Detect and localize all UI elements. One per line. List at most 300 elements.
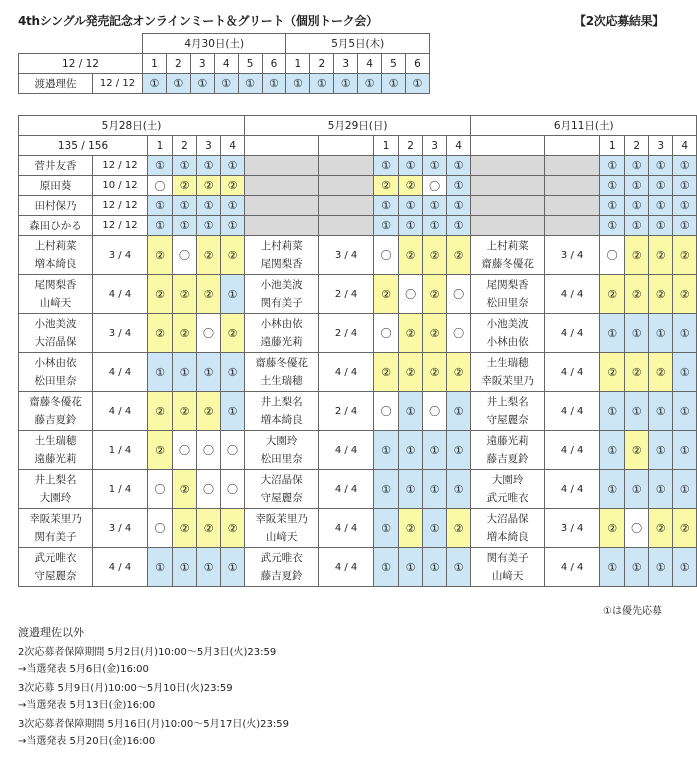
result-cell: ① [374, 509, 399, 548]
schedule-announce: →当選発表 5月6日(金)16:00 [18, 663, 149, 675]
blank-cell [545, 196, 600, 216]
result-cell: ① [625, 314, 649, 353]
pair-names [245, 275, 319, 314]
result-cell: ① [399, 548, 423, 587]
result-cell: ② [148, 236, 173, 275]
pair-ratio: 4 / 4 [319, 509, 374, 548]
result-cell: 〇 [423, 392, 447, 431]
blank-cell [471, 216, 545, 236]
result-cell: ② [447, 509, 471, 548]
member-name: 尾関梨香 [486, 279, 529, 291]
result-cell: ① [143, 74, 167, 94]
result-cell: ① [221, 548, 245, 587]
part-header: 2 [625, 136, 649, 156]
member-name: 松田里奈 [260, 453, 303, 465]
blank-cell [471, 136, 545, 156]
result-cell: ② [423, 275, 447, 314]
result-cell: ① [600, 176, 625, 196]
total-ratio: 135 / 156 [19, 136, 148, 156]
result-cell: ② [649, 509, 673, 548]
pair-names [19, 431, 93, 470]
pair-names [471, 236, 545, 275]
result-cell: ① [600, 470, 625, 509]
table-row [19, 216, 697, 236]
result-cell: ① [374, 216, 399, 236]
result-cell: ① [374, 548, 399, 587]
pair-names [471, 353, 545, 392]
blank-cell [545, 136, 600, 156]
pair-ratio: 4 / 4 [545, 470, 600, 509]
member-name: 藤吉夏鈴 [34, 414, 77, 426]
schedule-announce: →当選発表 5月13日(金)16:00 [18, 699, 156, 711]
member-name: 小池美波 [260, 279, 303, 291]
result-cell: ② [649, 353, 673, 392]
day-header: 4月30日(土) [143, 34, 286, 54]
result-cell: ② [173, 509, 197, 548]
result-cell: ① [447, 470, 471, 509]
pair-names [471, 509, 545, 548]
member-name: 土生瑞穂 [486, 357, 529, 369]
result-cell: 〇 [173, 431, 197, 470]
part-header: 5 [382, 54, 406, 74]
result-cell: ① [649, 470, 673, 509]
blank-cell [545, 176, 600, 196]
member-name: 大沼晶保 [34, 336, 77, 348]
result-cell: ② [374, 353, 399, 392]
result-cell: ① [374, 431, 399, 470]
part-header: 1 [600, 136, 625, 156]
pair-names [19, 548, 93, 587]
schedule-notes [18, 645, 658, 753]
result-cell: ② [673, 236, 697, 275]
result-cell: ② [173, 470, 197, 509]
result-cell: ① [166, 74, 190, 94]
part-header: 6 [405, 54, 429, 74]
pair-ratio: 4 / 4 [93, 392, 148, 431]
member-name: 土生瑞穂 [34, 435, 77, 447]
member-name: 尾関梨香 [34, 279, 77, 291]
pair-names [471, 314, 545, 353]
pair-names [19, 275, 93, 314]
result-cell: ① [148, 548, 173, 587]
blank-cell [319, 176, 374, 196]
result-cell: ② [423, 236, 447, 275]
result-cell: ① [600, 156, 625, 176]
result-cell: ② [625, 275, 649, 314]
corner-cell [19, 34, 143, 54]
member-name: 藤吉夏鈴 [260, 570, 303, 582]
result-cell: ① [625, 176, 649, 196]
pair-ratio: 2 / 4 [319, 275, 374, 314]
result-cell: ① [600, 392, 625, 431]
part-header: 3 [197, 136, 221, 156]
member-name: 森田ひかる [19, 216, 93, 236]
blank-cell [471, 176, 545, 196]
pair-ratio: 1 / 4 [93, 470, 148, 509]
result-cell: ① [221, 275, 245, 314]
result-cell: ② [447, 353, 471, 392]
result-cell: ① [214, 74, 238, 94]
result-cell: 〇 [447, 275, 471, 314]
result-cell: ① [649, 548, 673, 587]
result-cell: ① [625, 392, 649, 431]
day-header: 5月28日(土) [19, 116, 245, 136]
pair-ratio: 4 / 4 [545, 392, 600, 431]
result-cell: ① [423, 509, 447, 548]
member-name: 増本綺良 [260, 414, 303, 426]
result-cell: ① [190, 74, 214, 94]
member-name: 尾関梨香 [260, 258, 303, 270]
result-cell: ① [625, 216, 649, 236]
table-row [19, 275, 697, 314]
member-name: 関有美子 [486, 552, 529, 564]
result-cell: ① [399, 470, 423, 509]
result-cell: ① [382, 74, 406, 94]
member-name: 大園玲 [491, 474, 524, 486]
result-cell: 〇 [399, 275, 423, 314]
result-cell: ① [600, 216, 625, 236]
result-cell: ① [262, 74, 286, 94]
result-label: 【2次応募結果】 [574, 14, 664, 28]
result-cell: 〇 [447, 314, 471, 353]
pair-ratio: 4 / 4 [319, 470, 374, 509]
result-cell: ② [649, 275, 673, 314]
member-name: 小林由依 [260, 318, 303, 330]
part-header: 4 [221, 136, 245, 156]
result-cell: ① [173, 353, 197, 392]
result-cell: ① [173, 156, 197, 176]
result-cell: ① [625, 548, 649, 587]
result-cell: ① [221, 392, 245, 431]
table-row [19, 392, 697, 431]
result-cell: ① [197, 216, 221, 236]
result-cell: 〇 [148, 509, 173, 548]
part-header: 2 [399, 136, 423, 156]
result-cell: ① [673, 548, 697, 587]
part-header: 2 [173, 136, 197, 156]
result-cell: 〇 [374, 314, 399, 353]
blank-cell [319, 196, 374, 216]
result-cell: ① [447, 392, 471, 431]
pair-ratio: 4 / 4 [545, 548, 600, 587]
result-cell: ① [221, 216, 245, 236]
result-cell: ① [197, 196, 221, 216]
pair-names [471, 431, 545, 470]
pair-ratio: 3 / 4 [545, 509, 600, 548]
result-cell: ② [600, 275, 625, 314]
blank-cell [471, 156, 545, 176]
total-ratio: 12 / 12 [19, 54, 143, 74]
member-name: 守屋麗奈 [34, 570, 77, 582]
result-cell: ② [600, 353, 625, 392]
result-cell: 〇 [374, 236, 399, 275]
member-ratio: 12 / 12 [93, 74, 143, 94]
result-cell: ② [173, 392, 197, 431]
table-row [19, 509, 697, 548]
result-cell: ① [649, 392, 673, 431]
result-cell: ① [447, 196, 471, 216]
result-cell: ② [374, 176, 399, 196]
result-cell: ② [625, 431, 649, 470]
section-title: 渡邉理佐以外 [18, 626, 84, 639]
pair-ratio: 1 / 4 [93, 431, 148, 470]
pair-ratio: 4 / 4 [319, 431, 374, 470]
blank-cell [545, 216, 600, 236]
result-cell: ① [649, 156, 673, 176]
result-cell: ② [221, 314, 245, 353]
pair-names [245, 509, 319, 548]
result-cell: ① [625, 156, 649, 176]
member-ratio: 12 / 12 [93, 216, 148, 236]
result-cell: ① [673, 314, 697, 353]
result-cell: ① [447, 156, 471, 176]
member-ratio: 10 / 12 [93, 176, 148, 196]
result-cell: 〇 [173, 236, 197, 275]
result-cell: ② [625, 353, 649, 392]
result-cell: ② [197, 392, 221, 431]
pair-ratio: 4 / 4 [545, 275, 600, 314]
member-name: 土生瑞穂 [260, 375, 303, 387]
blank-cell [319, 156, 374, 176]
blank-cell [545, 156, 600, 176]
member-name: 齋藤冬優花 [29, 396, 82, 408]
pair-names [19, 314, 93, 353]
result-cell: ② [399, 176, 423, 196]
result-cell: ① [600, 314, 625, 353]
result-cell: ② [447, 236, 471, 275]
schedule-table-2 [18, 115, 697, 587]
result-cell: ② [173, 176, 197, 196]
result-cell: ① [625, 470, 649, 509]
result-cell: ② [148, 392, 173, 431]
result-cell: ① [673, 353, 697, 392]
member-name: 武元唯衣 [260, 552, 303, 564]
result-cell: ① [673, 196, 697, 216]
result-cell: 〇 [374, 392, 399, 431]
member-ratio: 12 / 12 [93, 156, 148, 176]
blank-cell [245, 216, 319, 236]
schedule-period: 3次応募 5月9日(月)10:00～5月10日(火)23:59 [18, 683, 233, 694]
pair-names [245, 470, 319, 509]
member-name: 大園玲 [265, 435, 298, 447]
member-name: 小林由依 [34, 357, 77, 369]
member-name: 大沼晶保 [486, 513, 529, 525]
result-cell: ① [649, 176, 673, 196]
pair-names [19, 470, 93, 509]
result-cell: 〇 [197, 470, 221, 509]
result-cell: ① [600, 196, 625, 216]
pair-names [19, 236, 93, 275]
member-name: 遠藤光莉 [260, 336, 303, 348]
member-name: 小林由依 [486, 336, 529, 348]
result-cell: ① [423, 196, 447, 216]
member-name: 小池美波 [34, 318, 77, 330]
part-header: 1 [143, 54, 167, 74]
part-header: 4 [673, 136, 697, 156]
result-cell: ① [148, 216, 173, 236]
result-cell: ② [673, 275, 697, 314]
pair-ratio: 4 / 4 [93, 548, 148, 587]
member-name: 上村莉菜 [34, 240, 77, 252]
result-cell: ② [399, 314, 423, 353]
result-cell: ② [197, 275, 221, 314]
result-cell: ② [221, 176, 245, 196]
pair-ratio: 4 / 4 [93, 353, 148, 392]
member-name: 藤吉夏鈴 [486, 453, 529, 465]
member-name: 遠藤光莉 [486, 435, 529, 447]
pair-ratio: 3 / 4 [93, 509, 148, 548]
result-cell: ① [197, 548, 221, 587]
result-cell: ② [423, 314, 447, 353]
result-cell: ① [399, 156, 423, 176]
part-header: 1 [374, 136, 399, 156]
table-row [19, 431, 697, 470]
result-cell: ② [173, 275, 197, 314]
result-cell: ② [148, 431, 173, 470]
schedule-item [18, 645, 658, 678]
schedule-announce: →当選発表 5月20日(金)16:00 [18, 735, 156, 747]
result-cell: ① [358, 74, 382, 94]
table-row [19, 470, 697, 509]
member-name: 武元唯衣 [486, 492, 529, 504]
blank-cell [319, 136, 374, 156]
member-name: 幸阪茉里乃 [255, 513, 308, 525]
result-cell: ② [374, 275, 399, 314]
result-cell: ② [197, 509, 221, 548]
result-cell: ① [221, 353, 245, 392]
part-header: 4 [214, 54, 238, 74]
result-cell: ② [399, 236, 423, 275]
part-header: 6 [262, 54, 286, 74]
result-cell: ① [286, 74, 310, 94]
part-header: 2 [166, 54, 190, 74]
part-header: 2 [310, 54, 334, 74]
result-cell: 〇 [221, 470, 245, 509]
member-name: 守屋麗奈 [260, 492, 303, 504]
result-cell: ① [649, 196, 673, 216]
pair-ratio: 2 / 4 [319, 314, 374, 353]
result-cell: ① [447, 216, 471, 236]
member-name: 増本綺良 [34, 258, 77, 270]
pair-ratio: 4 / 4 [319, 353, 374, 392]
result-cell: ① [173, 196, 197, 216]
result-cell: ① [221, 196, 245, 216]
result-cell: ② [173, 314, 197, 353]
result-cell: ① [405, 74, 429, 94]
result-cell: ① [447, 431, 471, 470]
result-cell: ① [148, 196, 173, 216]
result-cell: 〇 [148, 470, 173, 509]
result-cell: 〇 [197, 314, 221, 353]
member-name: 幸阪茉里乃 [29, 513, 82, 525]
part-header: 3 [423, 136, 447, 156]
pair-names [245, 353, 319, 392]
member-name: 齋藤冬優花 [255, 357, 308, 369]
result-cell: ① [673, 156, 697, 176]
result-cell: ① [399, 431, 423, 470]
result-cell: ① [447, 176, 471, 196]
pair-names [245, 392, 319, 431]
pair-names [19, 509, 93, 548]
member-name: 井上梨名 [34, 474, 77, 486]
result-cell: ① [423, 470, 447, 509]
member-name: 山﨑天 [39, 297, 72, 309]
result-cell: ① [673, 431, 697, 470]
member-name: 齋藤冬優花 [481, 258, 534, 270]
pair-names [19, 353, 93, 392]
result-cell: ② [673, 509, 697, 548]
result-cell: ① [197, 156, 221, 176]
pair-ratio: 4 / 4 [545, 314, 600, 353]
result-cell: ② [197, 176, 221, 196]
table-row [19, 353, 697, 392]
legend: ①は優先応募 [603, 606, 662, 617]
result-cell: ① [673, 216, 697, 236]
pair-names [245, 236, 319, 275]
result-cell: ① [649, 216, 673, 236]
result-cell: ① [334, 74, 358, 94]
member-name: 関有美子 [260, 297, 303, 309]
pair-names [245, 314, 319, 353]
result-cell: ① [423, 216, 447, 236]
result-cell: ① [423, 548, 447, 587]
pair-ratio: 3 / 4 [319, 236, 374, 275]
member-name: 関有美子 [34, 531, 77, 543]
member-name: 武元唯衣 [34, 552, 77, 564]
member-name: 菅井友香 [19, 156, 93, 176]
pair-ratio: 2 / 4 [319, 392, 374, 431]
result-cell: ① [600, 431, 625, 470]
pair-ratio: 3 / 4 [545, 236, 600, 275]
result-cell: ① [374, 470, 399, 509]
schedule-period: 2次応募者保障期間 5月2日(月)10:00～5月3日(火)23:59 [18, 647, 277, 658]
result-cell: ① [649, 431, 673, 470]
result-cell: ① [399, 196, 423, 216]
result-cell: 〇 [423, 176, 447, 196]
result-cell: ① [221, 156, 245, 176]
member-name: 井上梨名 [486, 396, 529, 408]
result-cell: ① [399, 392, 423, 431]
member-name: 増本綺良 [486, 531, 529, 543]
result-cell: ① [148, 156, 173, 176]
blank-cell [319, 216, 374, 236]
result-cell: ② [221, 236, 245, 275]
pair-ratio: 4 / 4 [545, 431, 600, 470]
result-cell: ② [649, 236, 673, 275]
part-header: 3 [190, 54, 214, 74]
member-name: 松田里奈 [486, 297, 529, 309]
schedule-item [18, 717, 658, 750]
table-row [19, 156, 697, 176]
result-cell: ① [310, 74, 334, 94]
pair-ratio: 4 / 4 [319, 548, 374, 587]
pair-ratio: 4 / 4 [93, 275, 148, 314]
part-header: 3 [649, 136, 673, 156]
member-name: 田村保乃 [19, 196, 93, 216]
result-cell: 〇 [600, 236, 625, 275]
member-name: 遠藤光莉 [34, 453, 77, 465]
part-header: 1 [148, 136, 173, 156]
member-name: 幸阪茉里乃 [481, 375, 534, 387]
result-cell: ① [423, 431, 447, 470]
result-cell: ① [374, 156, 399, 176]
result-cell: ① [197, 353, 221, 392]
result-cell: ① [649, 314, 673, 353]
result-cell: ② [148, 314, 173, 353]
blank-cell [245, 176, 319, 196]
result-cell: ① [173, 548, 197, 587]
blank-cell [245, 136, 319, 156]
